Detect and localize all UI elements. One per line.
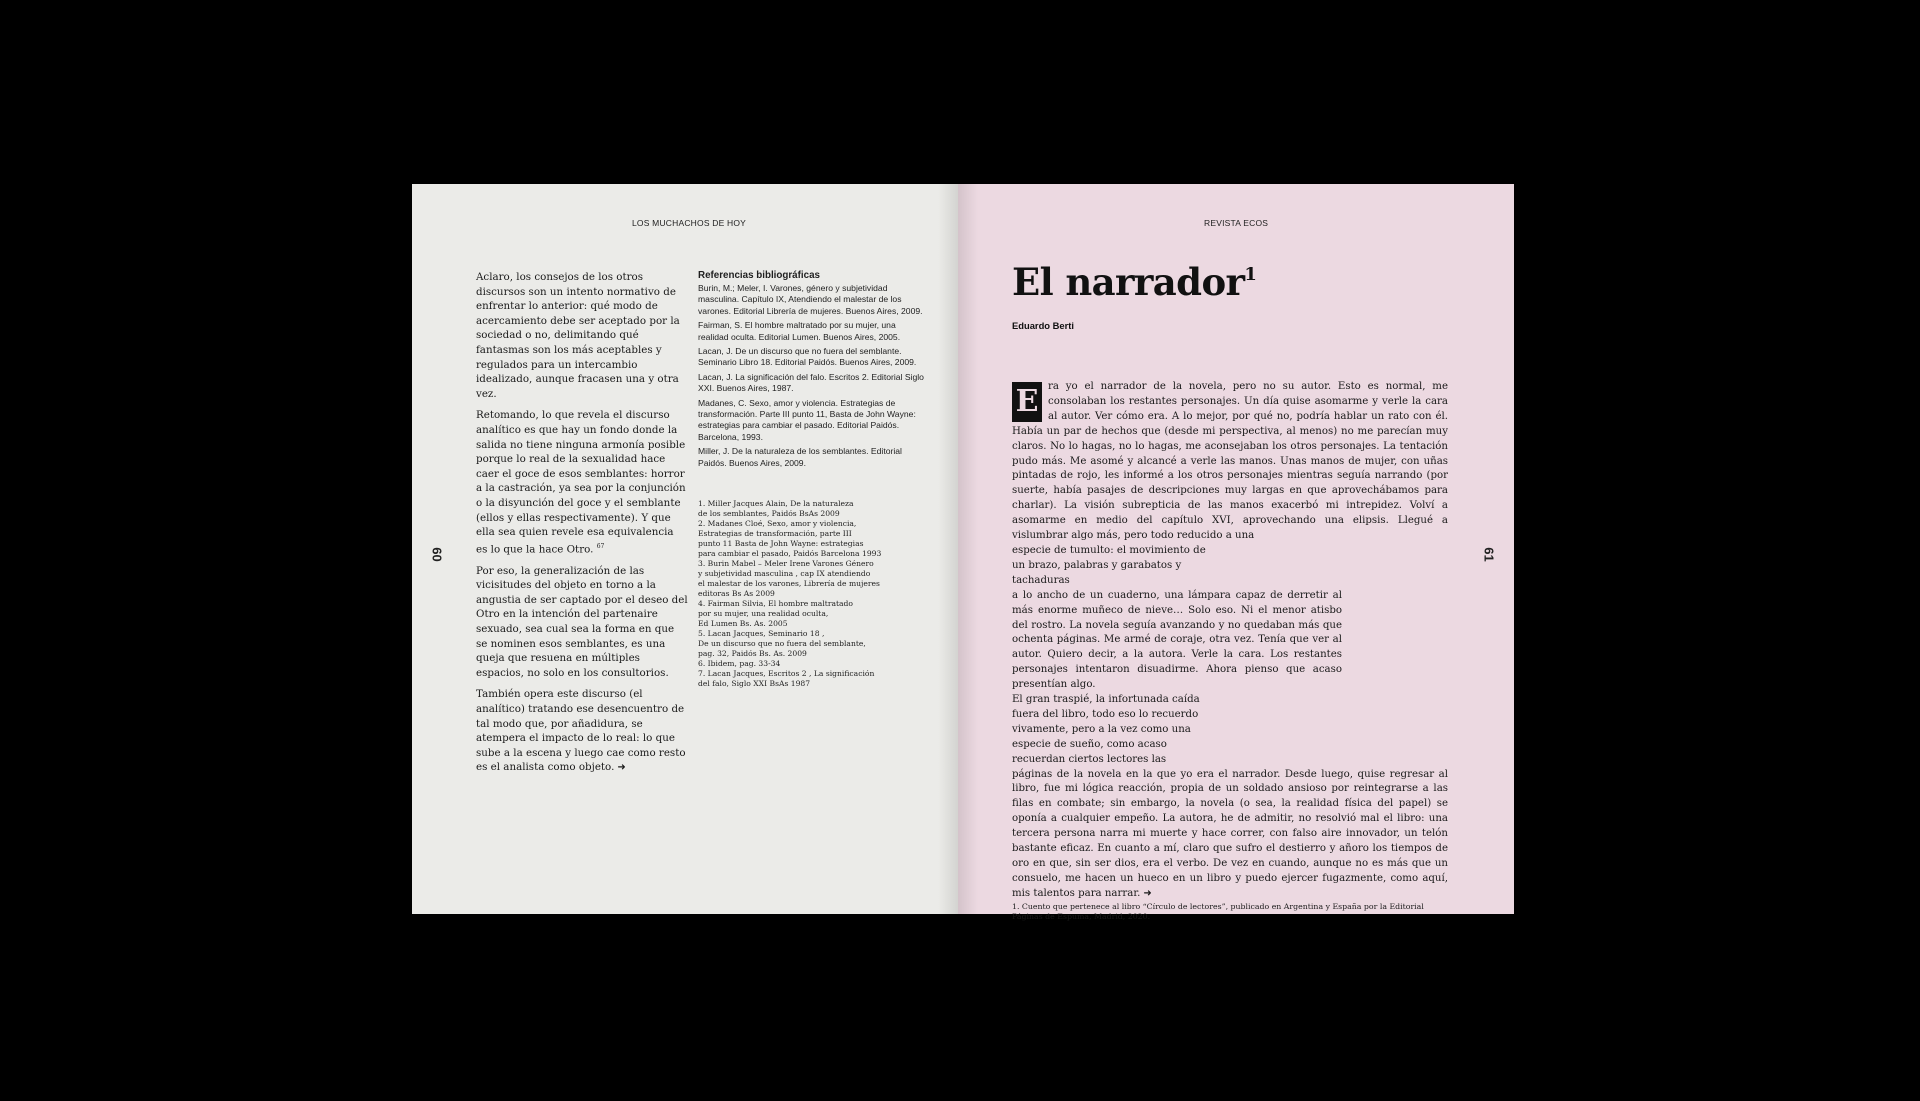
article-footnote: 1. Cuento que pertenece al libro “Círculo de lectores”, publicado en Argentina y España por la Editorial Páginas de Espuma, Madrid, 2020. (1012, 901, 1424, 921)
article-text-medium: a lo ancho de un cuaderno, una lámpara capaz de derretir al más enorme muñeco de nieve… Solo eso. Ni el menor atisbo del rostro. La novela seguía avanzando y no quedaban más que ochenta páginas. Me armé de coraje, otra vez. Tenía que ver al autor. Quiero decir, a la autora. Verle la cara. Los restantes personajes intentaron disuadirme. Ahora pienso que acaso presentían algo. (1012, 589, 1342, 691)
endnote-line: editoras Bs As 2009 (698, 589, 775, 599)
body-paragraph: Aclaro, los consejos de los otros discursos son un intento normativo de enfrentar lo anterior: qué modo de acercamiento debe ser aceptado por la sociedad o no, delimitando qué fantasmas son los más aceptables y regulados para un intercambio idealizado, aunque fracasen una y otra vez. (476, 271, 680, 400)
endnote-line: para cambiar el pasado, Paidós Barcelona 1993 (698, 549, 882, 559)
left-body-column (476, 270, 688, 783)
end-arrow-icon: ➜ (1143, 887, 1152, 899)
article-body (1012, 380, 1448, 922)
footnote-marker: 67 (596, 542, 605, 550)
endnote-line: de los semblantes, Paidós BsAs 2009 (698, 509, 840, 519)
body-paragraph-text: También opera este discurso (el analítico) tratando ese desencuentro de tal modo que, por añadidura, se atempera el impacto de lo real: lo que sube a la escena y luego cae como resto es el analista como objeto. (476, 688, 686, 774)
references-title: Referencias bibliográficas (698, 270, 820, 281)
body-paragraph (476, 408, 688, 556)
endnote-line: Ed Lumen Bs. As. 2005 (698, 619, 788, 629)
page-number-right: 61 (1481, 547, 1497, 562)
article-text-narrow: El gran traspié, la infortunada caída fuera del libro, todo eso lo recuerdo vivamente, pero a la vez como una especie de sueño, como acaso recuerdan ciertos lectores las (1012, 694, 1200, 765)
body-paragraph: Por eso, la generalización de las vicisitudes del objeto en torno a la angustia de ser captado por el deseo del Otro en la intención del partenaire sexuado, sea cual sea la forma en que se nominen esos semblantes, es una queja que resuena en múltiples espacios, no solo en los consultorios. (476, 564, 688, 679)
left-page (412, 184, 958, 914)
page-number-left: 60 (429, 547, 445, 562)
endnotes-list (698, 499, 924, 689)
end-arrow-icon: ➜ (617, 762, 626, 774)
reference-item: Lacan, J. La significación del falo. Escritos 2. Editorial Siglo XXI. Buenos Aires, 1987. (698, 371, 924, 394)
endnote-line: 7. Lacan Jacques, Escritos 2 , La significación (698, 669, 875, 679)
article-title (1012, 260, 1256, 304)
endnote-line: y subjetividad masculina , cap IX atendiendo (698, 569, 871, 579)
article-text-narrow: especie de tumulto: el movimiento de un brazo, palabras y garabatos y tachaduras (1012, 544, 1206, 586)
endnote-line: 5. Lacan Jacques, Seminario 18 , (698, 629, 825, 639)
dropcap: E (1012, 382, 1042, 422)
endnote-line: pag. 32, Paidós Bs. As. 2009 (698, 649, 807, 659)
endnote-line: 2. Madanes Cloé, Sexo, amor y violencia, (698, 519, 857, 529)
endnote-line: 1. Miller Jacques Alain, De la naturaleza (698, 499, 854, 509)
reference-item: Lacan, J. De un discurso que no fuera del semblante. Seminario Libro 18. Editorial Paidós. Buenos Aires, 2009. (698, 346, 917, 368)
references-column (698, 270, 924, 689)
article-text: ra yo el narrador de la novela, pero no su autor. Esto es normal, me consolaban los restantes personajes. Un día quise asomarme y verle la cara al autor. Ver cómo era. A lo mejor, por qué no, podría hablar un rato con él. Había un par de hechos que (desde mi perspectiva, al menos) no me parecían muy claros. No lo hagas, no lo hagas, me aconsejaban los otros personajes. La tentación pudo más. Me asomé y alcancé a verle las manos. Unas manos de mujer, con uñas pintadas de rojo, les informé a los otros personajes mientras seguía narrando (por suerte, había pasajes de descripciones muy largas en que aprovechábamos para charlar). La visión subrepticia de las manos exacerbó mi intrepidez. Volví a asomarme en medio del capítulo XVI, aprovechando una elipsis. Llegué a vislumbrar algo más, pero todo reducido a una (1012, 381, 1448, 542)
article-title-text: El narrador (1012, 260, 1245, 304)
reference-item: Fairman, S. El hombre maltratado por su mujer, una realidad oculta. Editorial Lumen. Buenos Aires, 2005. (698, 320, 901, 342)
right-page (958, 184, 1514, 921)
endnote-line: Estrategias de transformación, parte III (698, 529, 852, 539)
reference-item: Burin, M.; Meler, I. Varones, género y subjetividad masculina. Capítulo IX, Atendiendo el malestar de los varones. Editorial Librería de mujeres. Buenos Aires, 2009. (698, 283, 923, 316)
gutter-shadow (958, 184, 978, 914)
article-text: páginas de la novela en la que yo era el narrador. Desde luego, quise regresar al libro, fue mi lógica reacción, propia de un soldado ansioso por reintegrarse a las filas en combate; sin embargo, la novela (o sea, la realidad física del papel) se oponía a cualquier empeño. La autora, he de admitir, no resolvió mal el libro: una tercera persona narra mi muerte y hace correr, con falso aire innovador, un telón bastante eficaz. En cuanto a mí, claro que sufro el destierro y añoro los tiempos de oro en que, sin ser dios, era el verbo. De vez en cuando, aunque no es más que un consuelo, me hacen un hueco en un libro y puedo ejercer fugazmente, como aquí, mis talentos para narrar. (1012, 768, 1448, 899)
endnote-line: por su mujer, una realidad oculta, (698, 609, 829, 619)
article-author: Eduardo Berti (1012, 320, 1074, 331)
endnote-line: punto 11 Basta de John Wayne: estrategias (698, 539, 864, 549)
title-footnote-marker: 1 (1244, 264, 1257, 285)
article-paragraph (1012, 380, 1448, 544)
endnote-line: 6. Ibidem, pag. 33-34 (698, 659, 781, 669)
endnote-line: el malestar de los varones, Librería de mujeres (698, 579, 880, 589)
running-head-right: REVISTA ECOS (1204, 218, 1269, 228)
reference-item: Miller, J. De la naturaleza de los semblantes. Editorial Paidós. Buenos Aires, 2009. (698, 446, 902, 468)
body-paragraph (476, 687, 688, 776)
endnote-line: 3. Burin Mabel – Meler Irene Varones Género (698, 559, 874, 569)
running-head-left: LOS MUCHACHOS DE HOY (632, 218, 747, 228)
gutter-shadow (938, 184, 958, 914)
body-paragraph-text: Retomando, lo que revela el discurso analítico es que hay un fondo donde la salida no tiene ninguna armonía posible porque lo real de la sexualidad hace caer el goce de esos semblantes: horror a la castración, ya sea por la conjunción o la disyunción del goce y el semblante (ellos y ellas respectivamente). Y que ella sea quien revele esa equivalencia es lo que la hace Otro. (476, 409, 686, 556)
endnote-line: del falo, Siglo XXI BsAs 1987 (698, 679, 811, 689)
reference-item: Madanes, C. Sexo, amor y violencia. Estrategias de transformación. Parte III punto 11, Basta de John Wayne: estrategias para cambiar el pasado. Editorial Paidós. Barcelona, 1993. (698, 397, 916, 442)
endnote-line: De un discurso que no fuera del semblante, (698, 639, 866, 649)
magazine-spread (412, 184, 1514, 921)
article-paragraph (1012, 768, 1448, 902)
endnote-line: 4. Fairman Silvia, El hombre maltratado (698, 599, 853, 609)
